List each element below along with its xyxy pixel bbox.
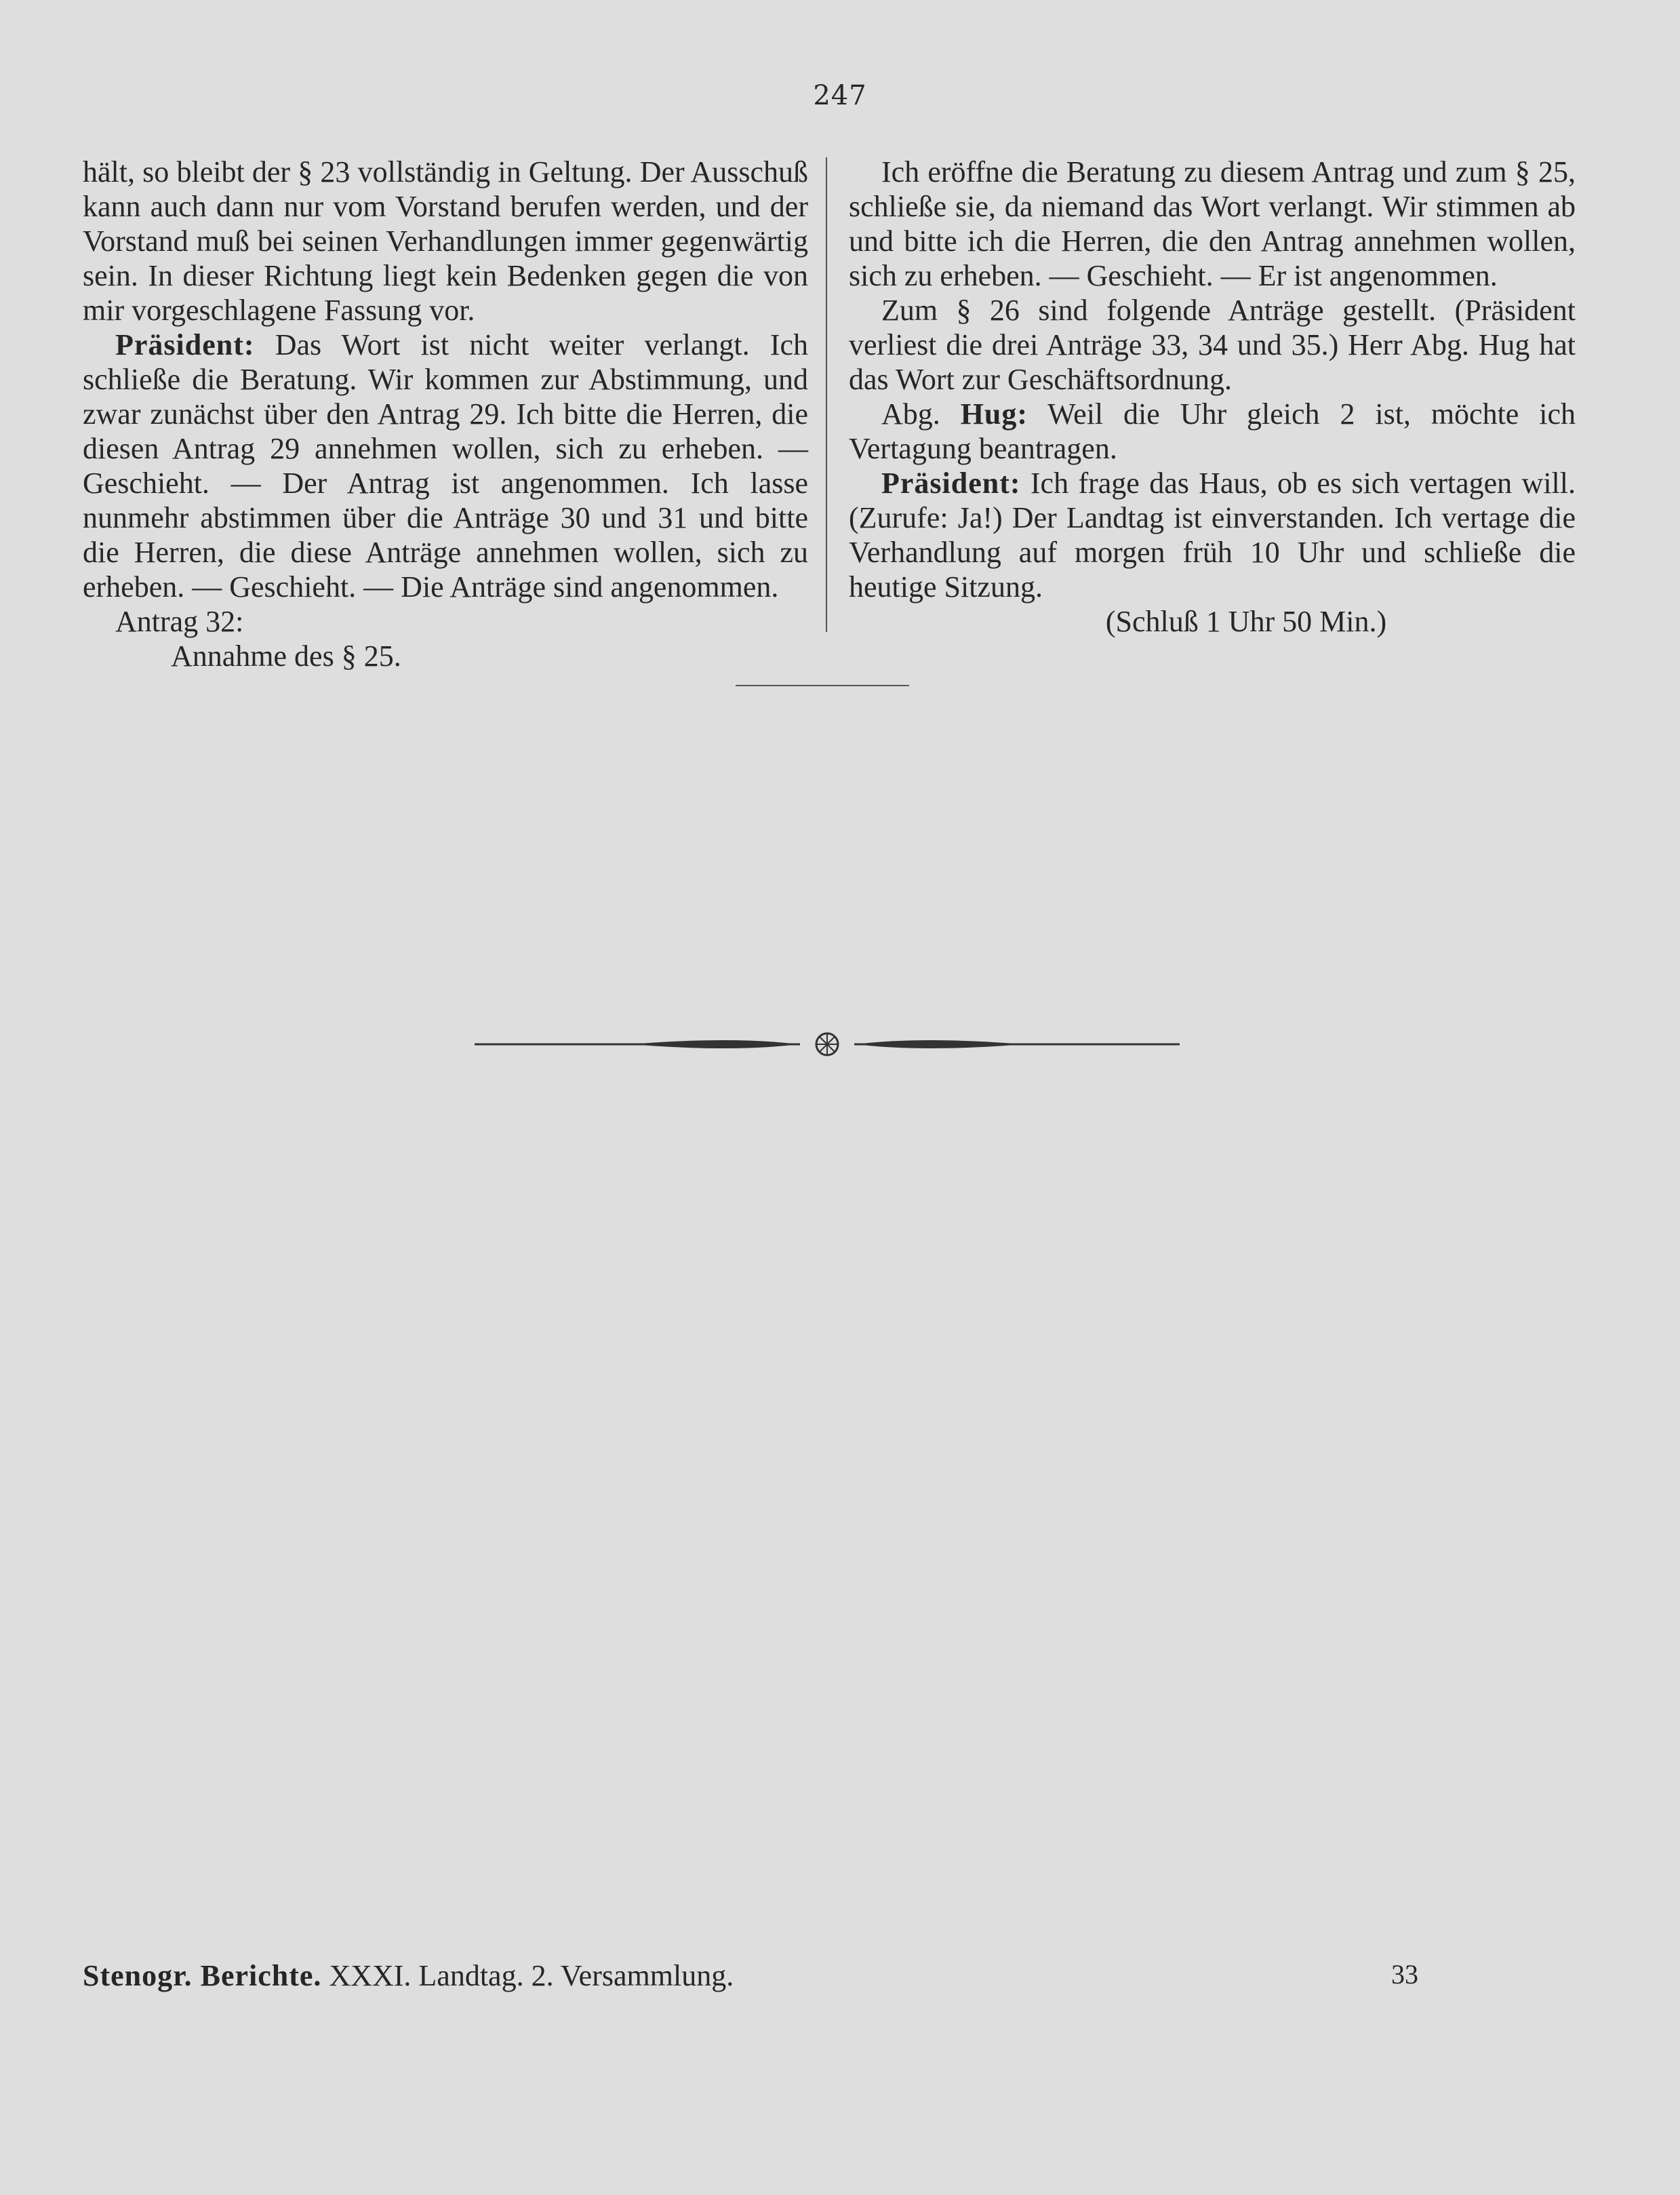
paragraph: Ich eröffne die Beratung zu diesem Antrag und zum § 25, schließe sie, da niemand das Wort verlangt. Wir stimmen ab und bitte ich die Herren, die den Antrag annehmen wollen, sich zu erheben. — Geschieht. — Er ist angenommen. — [849, 155, 1576, 292]
paragraph — [849, 466, 1576, 604]
paragraph: Antrag 32: — [115, 605, 244, 638]
speaker-name: Präsident: — [115, 328, 255, 361]
speech-text: Das Wort ist nicht weiter verlangt. Ich schließe die Beratung. Wir kommen zur Abstimmung, und zwar zunächst über den Antrag 29. Ich bitte die Herren, die diesen Antrag 29 annehmen wollen, sich zu erheben. — Geschieht. — Der Antrag ist angenommen. Ich lasse nunmehr abstimmen über die Anträge 30 und 31 und bitte die Herren, die diese Anträge annehmen wollen, sich zu erheben. — Geschieht. — Die Anträge sind angenommen. — [83, 328, 808, 604]
paragraph: Zum § 26 sind folgende Anträge gestellt. (Präsident verliest die drei Anträge 33, 34 und 35.) Herr Abg. Hug hat das Wort zur Geschäftsordnung. — [849, 294, 1576, 396]
left-column — [83, 155, 808, 673]
page-number: 247 — [813, 80, 867, 111]
paragraph — [83, 328, 808, 604]
ornamental-divider-icon — [475, 1029, 1180, 1059]
speech-text: Weil die Uhr gleich 2 ist, möchte ich Vertagung beantragen. — [849, 397, 1576, 465]
paragraph: hält, so bleibt der § 23 vollständig in Geltung. Der Ausschuß kann auch dann nur vom Vorstand berufen werden, und der Vorstand muß bei seinen Verhandlungen immer gegenwärtig sein. In dieser Richtung liegt kein Bedenken gegen die von mir vorgeschlagene Fassung vor. — [83, 155, 808, 327]
speaker-prefix: Abg. — [881, 397, 961, 431]
page-footer — [83, 1958, 1439, 1993]
session-title: XXXI. Landtag. 2. Versammlung. — [329, 1959, 734, 1992]
speaker-name: Hug: — [960, 397, 1028, 431]
series-title: Stenogr. Berichte. — [83, 1959, 322, 1992]
column-divider — [826, 157, 827, 632]
sheet-number: 33 — [1391, 1959, 1418, 1990]
paragraph — [849, 397, 1576, 466]
section-rule — [736, 685, 909, 686]
paragraph: Annahme des § 25. — [171, 639, 401, 673]
speech-text: Ich frage das Haus, ob es sich vertagen will. (Zurufe: Ja!) Der Landtag ist einverstanden. Ich vertage die Verhandlung auf morgen früh 10 Uhr und schließe die heutige Sitzung. — [849, 467, 1576, 604]
closing-note: (Schluß 1 Uhr 50 Min.) — [1105, 605, 1387, 638]
speaker-name: Präsident: — [881, 467, 1021, 500]
right-column — [849, 155, 1576, 639]
